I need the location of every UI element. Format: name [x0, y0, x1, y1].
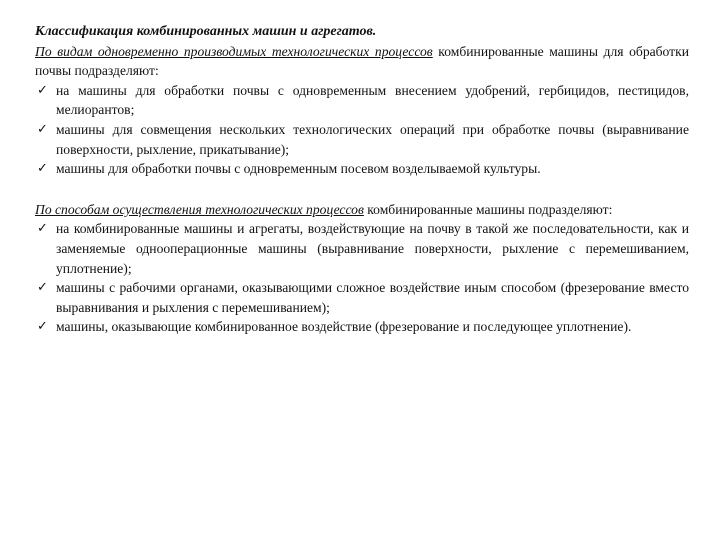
checkmark-icon: ✓ — [37, 161, 48, 177]
section-2-lead: По способам осуществления технологических процессов — [35, 201, 364, 217]
list-item — [35, 81, 689, 120]
section-2-list — [35, 219, 689, 337]
section-1-intro — [35, 42, 689, 81]
checkmark-icon: ✓ — [37, 280, 48, 296]
section-1-list — [35, 81, 689, 179]
list-item-text: машины с рабочими органами, оказывающими сложное воздействие иным способом (фрезерование вместо выравнивания и рыхления с перемешиванием); — [56, 280, 689, 315]
checkmark-icon: ✓ — [37, 221, 48, 237]
list-item-text: машины, оказывающие комбинированное воздействие (фрезерование и последующее уплотнение). — [56, 319, 632, 335]
list-item — [35, 317, 689, 337]
list-item-text: на машины для обработки почвы с одновременным внесением удобрений, гербицидов, пестицидов, мелиорантов; — [56, 82, 689, 118]
section-2-rest: комбинированные машины подразделяют: — [363, 201, 613, 217]
list-item — [35, 159, 689, 179]
section-2-intro — [35, 200, 689, 220]
list-item-text: машины для обработки почвы с одновременным посевом возделываемой культуры. — [56, 161, 541, 177]
section-1-rest: комбинированные машины для обработки почвы подразделяют: — [35, 43, 689, 79]
list-item-text: машины для совмещения нескольких технологических операций при обработке почвы (выравнивание поверхности, рыхление, прикатывание); — [56, 121, 689, 157]
document-title: Классификация комбинированных машин и агрегатов. — [35, 24, 377, 39]
checkmark-icon: ✓ — [37, 121, 48, 137]
list-item-text: на комбинированные машины и агрегаты, воздействующие на почву в такой же последовательности, как и заменяемые однооперационные машины (выравнивание поверхности, рыхление с перемешиванием, уплотнение); — [56, 221, 689, 276]
section-1-lead: По видам одновременно производимых технологических процессов — [35, 43, 433, 59]
list-item — [35, 278, 689, 317]
checkmark-icon: ✓ — [37, 319, 48, 335]
list-item — [35, 120, 689, 159]
checkmark-icon: ✓ — [37, 82, 48, 98]
list-item — [35, 219, 689, 278]
document-body — [35, 22, 689, 337]
